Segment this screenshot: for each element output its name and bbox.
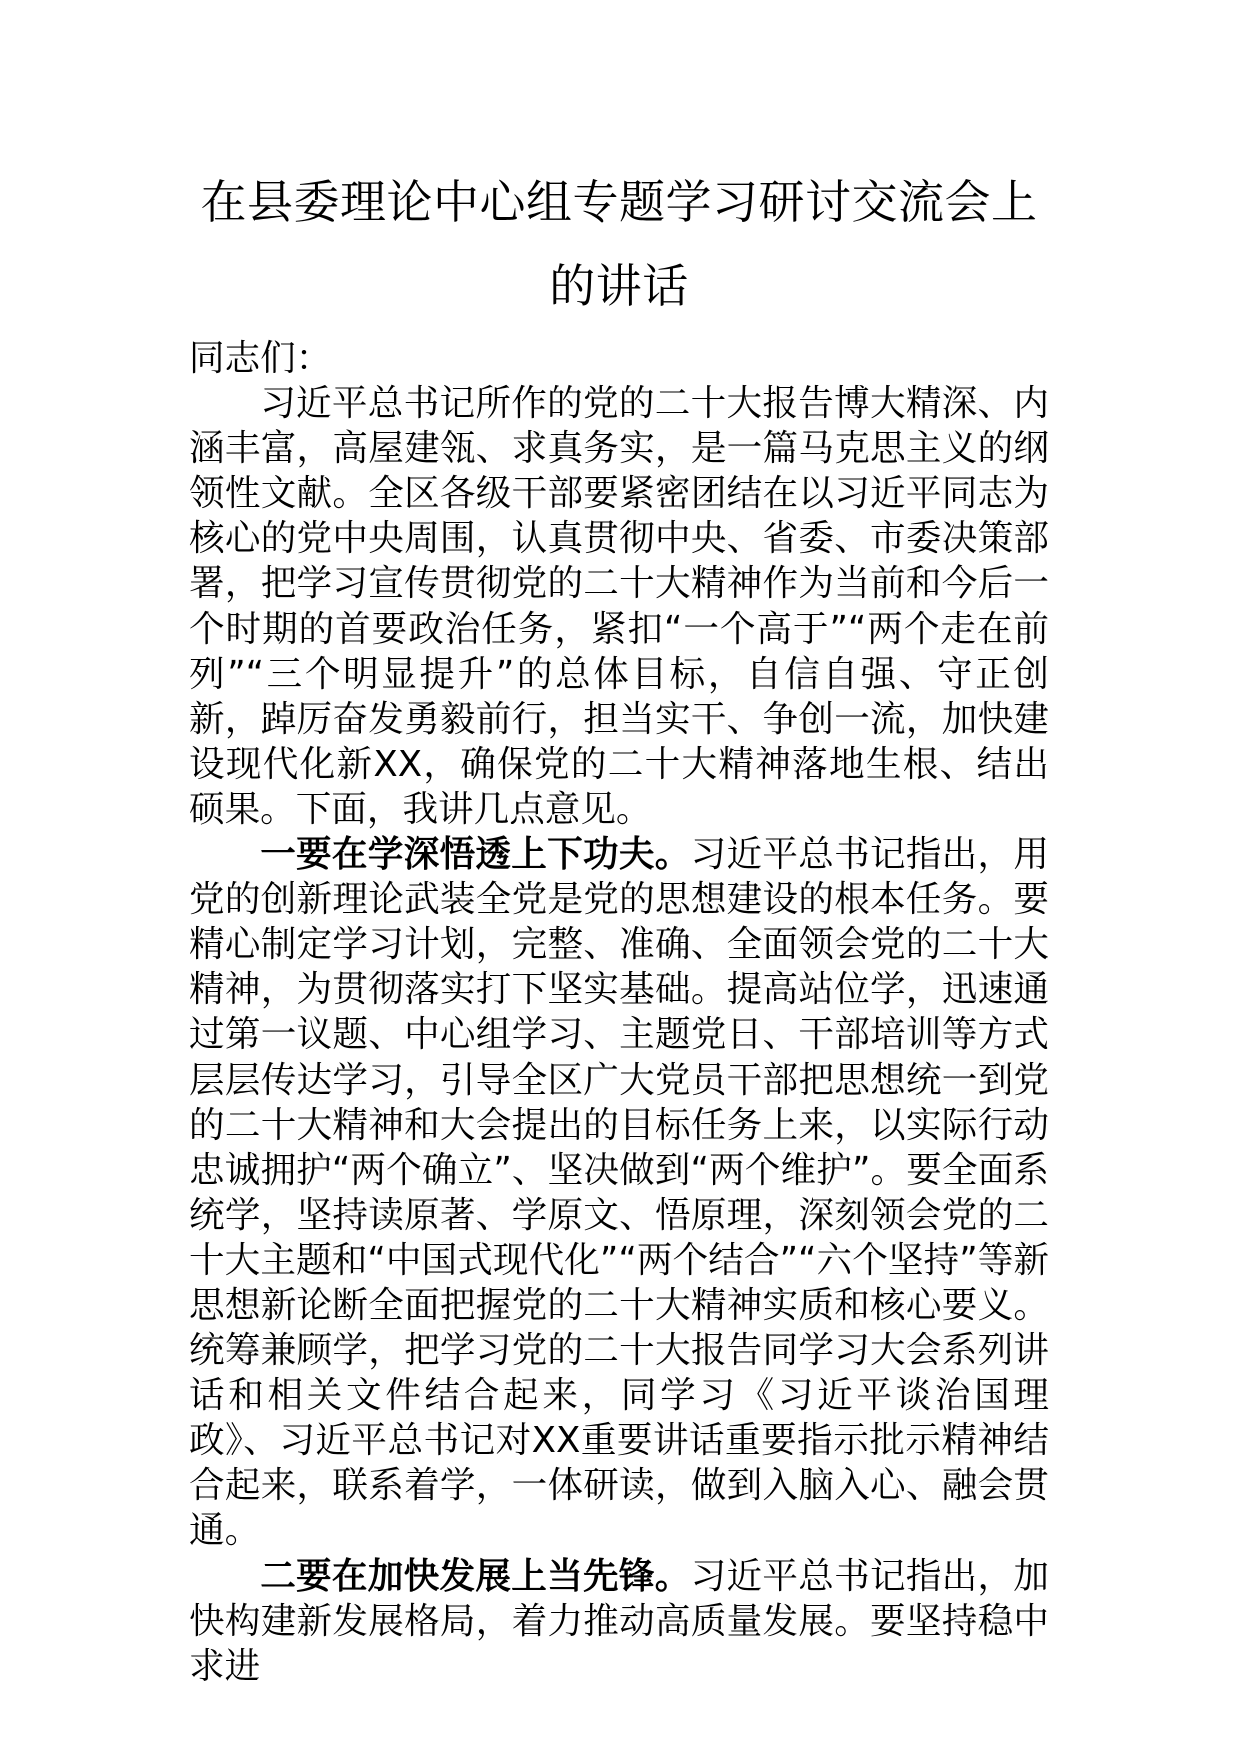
section-heading: 二要在加快发展上当先锋。: [260, 1555, 691, 1597]
paragraph-intro: [189, 381, 1049, 832]
paragraph-text: 习近平总书记指出，用党的创新理论武装全党是党的思想建设的根本任务。要精心制定学习计划，完整、准确、全面领会党的二十大精神，为贯彻落实打下坚实基础。提高站位学，迅速通过第一议题、中心组学习、主题党日、干部培训等方式层层传达学习，引导全区广大党员干部把思想统一到党的二十大精神和大会提出的目标任务上来，以实际行动忠诚拥护“两个确立”、坚决做到“两个维护”。要全面系统学，坚持读原著、学原文、悟原理，深刻领会党的二十大主题和“中国式现代化”“两个结合”“六个坚持”等新思想新论断全面把握党的二十大精神实质和核心要义。统筹兼顾学，把学习党的二十大报告同学习大会系列讲话和相关文件结合起来，同学习《习近平谈治国理政》、习近平总书记对XX重要讲话重要指示批示精神结合起来，联系着学，一体研读，做到入脑入心、融会贯通。: [189, 834, 1050, 1552]
title-line-1: 在县委理论中心组专题学习研讨交流会上: [200, 175, 1038, 229]
document-title: [189, 160, 1049, 328]
paragraph-section-1: [189, 832, 1049, 1554]
paragraph-text: 习近平总书记所作的党的二十大报告博大精深、内涵丰富，高屋建瓴、求真务实，是一篇马克思主义的纲领性文献。全区各级干部要紧密团结在以习近平同志为核心的党中央周围，认真贯彻中央、省委、市委决策部署，把学习宣传贯彻党的二十大精神作为当前和今后一个时期的首要政治任务，紧扣“一个高于”“两个走在前列”“三个明显提升”的总体目标，自信自强、守正创新，踔厉奋发勇毅前行，担当实干、争创一流，加快建设现代化新XX，确保党的二十大精神落地生根、结出硕果。下面，我讲几点意见。: [189, 383, 1049, 830]
section-heading: 一要在学深悟透上下功夫。: [260, 834, 691, 876]
document-page: [189, 160, 1049, 1689]
paragraph-section-2: [189, 1554, 1049, 1689]
title-line-2: 的讲话: [549, 259, 689, 313]
paragraph-text: 习近平总书记指出，加快构建新发展格局，着力推动高质量发展。要坚持稳中求进: [189, 1555, 1050, 1687]
salutation: 同志们：: [189, 338, 332, 379]
